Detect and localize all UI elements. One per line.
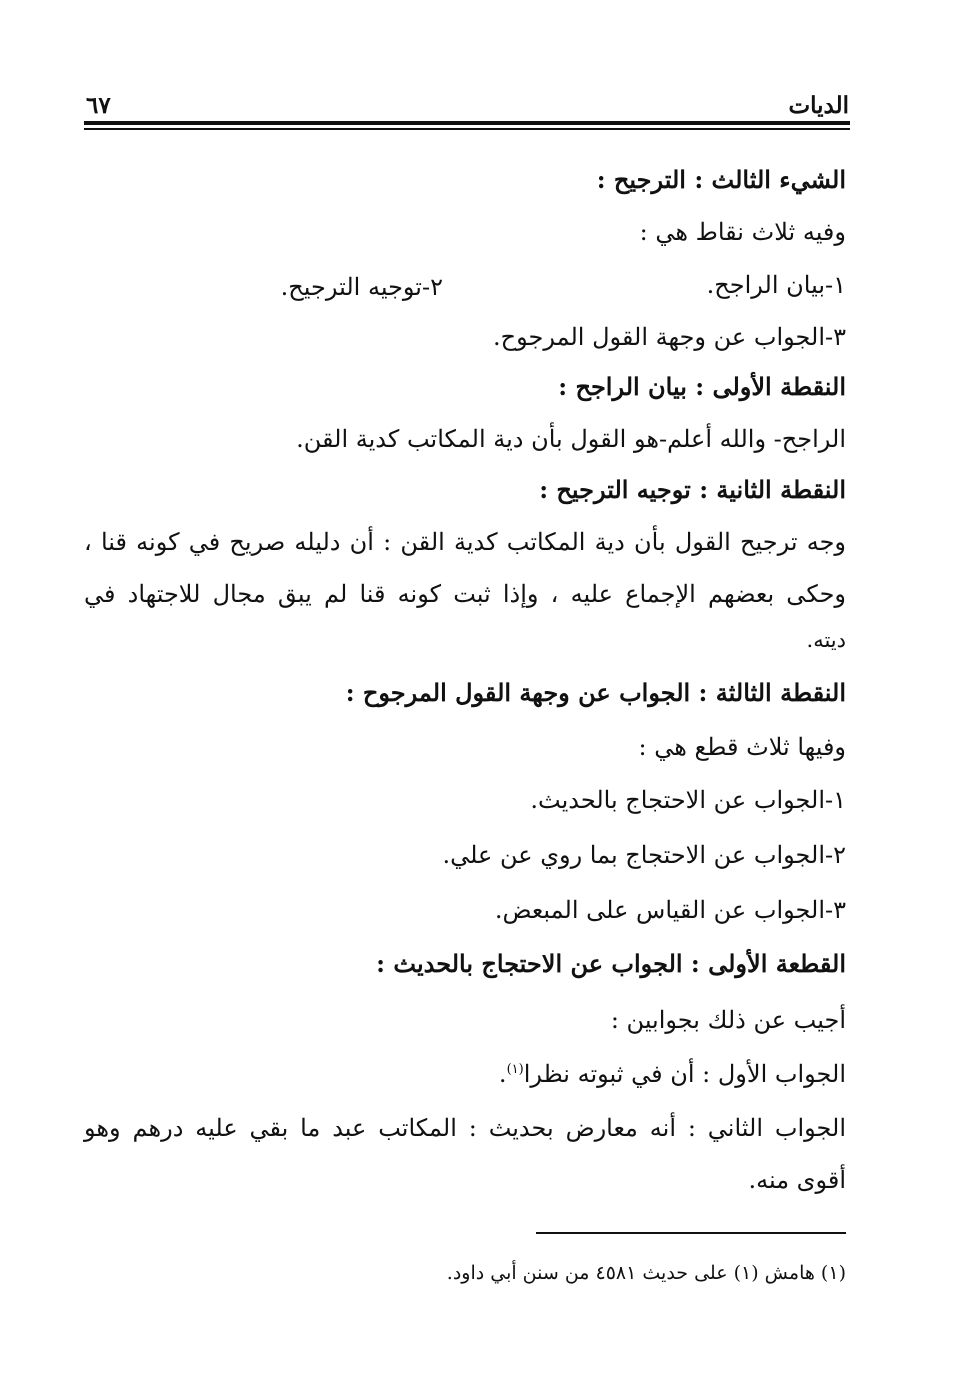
heading-part-one: القطعة الأولى : الجواب عن الاحتجاج بالحديث : [376, 949, 846, 978]
list-item: ٣-الجواب عن وجهة القول المرجوح. [492, 323, 846, 351]
running-header-title: الديات [788, 92, 849, 119]
paragraph-line: الراجح- والله أعلم-هو القول بأن دية المكاتب كدية القن. [296, 425, 846, 453]
answer-one-end: . [498, 1060, 507, 1088]
paragraph-line: وحكى بعضهم الإجماع عليه ، وإذا ثبت كونه قنا لم يبق مجال للاجتهاد في [84, 580, 846, 608]
heading-point-two: النقطة الثانية : توجيه الترجيح : [539, 475, 846, 504]
header-rule-thin [84, 128, 850, 130]
footnote-separator [536, 1232, 846, 1234]
list-item: ١-بيان الراجح. [706, 271, 846, 299]
list-item: ٢-توجيه الترجيح. [280, 273, 443, 301]
list-item: ٣-الجواب عن القياس على المبعض. [494, 896, 846, 924]
paragraph-line: ديته. [806, 628, 846, 652]
paragraph-line: الجواب الثاني : أنه معارض بحديث : المكاتب عبد ما بقي عليه درهم وهو [84, 1114, 846, 1142]
header-rule-thick [84, 121, 850, 125]
heading-point-one: النقطة الأولى : بيان الراجح : [558, 372, 846, 401]
paragraph-line: أجيب عن ذلك بجوابين : [610, 1006, 846, 1034]
list-item: ٢-الجواب عن الاحتجاج بما روي عن علي. [442, 841, 846, 869]
paragraph-line [499, 1062, 846, 1086]
paragraph-line: أقوى منه. [748, 1166, 846, 1194]
paragraph-line: وفيها ثلاث قطع هي : [638, 733, 846, 761]
page-number: ٦٧ [86, 92, 111, 119]
heading-point-three: النقطة الثالثة : الجواب عن وجهة القول المرجوح : [345, 678, 846, 707]
paragraph-line: وفيه ثلاث نقاط هي : [639, 218, 846, 246]
paragraph-line: وجه ترجيح القول بأن دية المكاتب كدية القن : أن دليله صريح في كونه قنا ، [84, 528, 846, 556]
footnote-reference: (١) [506, 1062, 524, 1077]
heading-third-thing: الشيء الثالث : الترجيح : [596, 165, 846, 194]
answer-one-text: الجواب الأول : أن في ثبوته نظرا [523, 1060, 846, 1088]
footnote: (١) هامش (١) على حديث ٤٥٨١ من سنن أبي داود. [446, 1262, 846, 1284]
list-item: ١-الجواب عن الاحتجاج بالحديث. [530, 786, 846, 814]
